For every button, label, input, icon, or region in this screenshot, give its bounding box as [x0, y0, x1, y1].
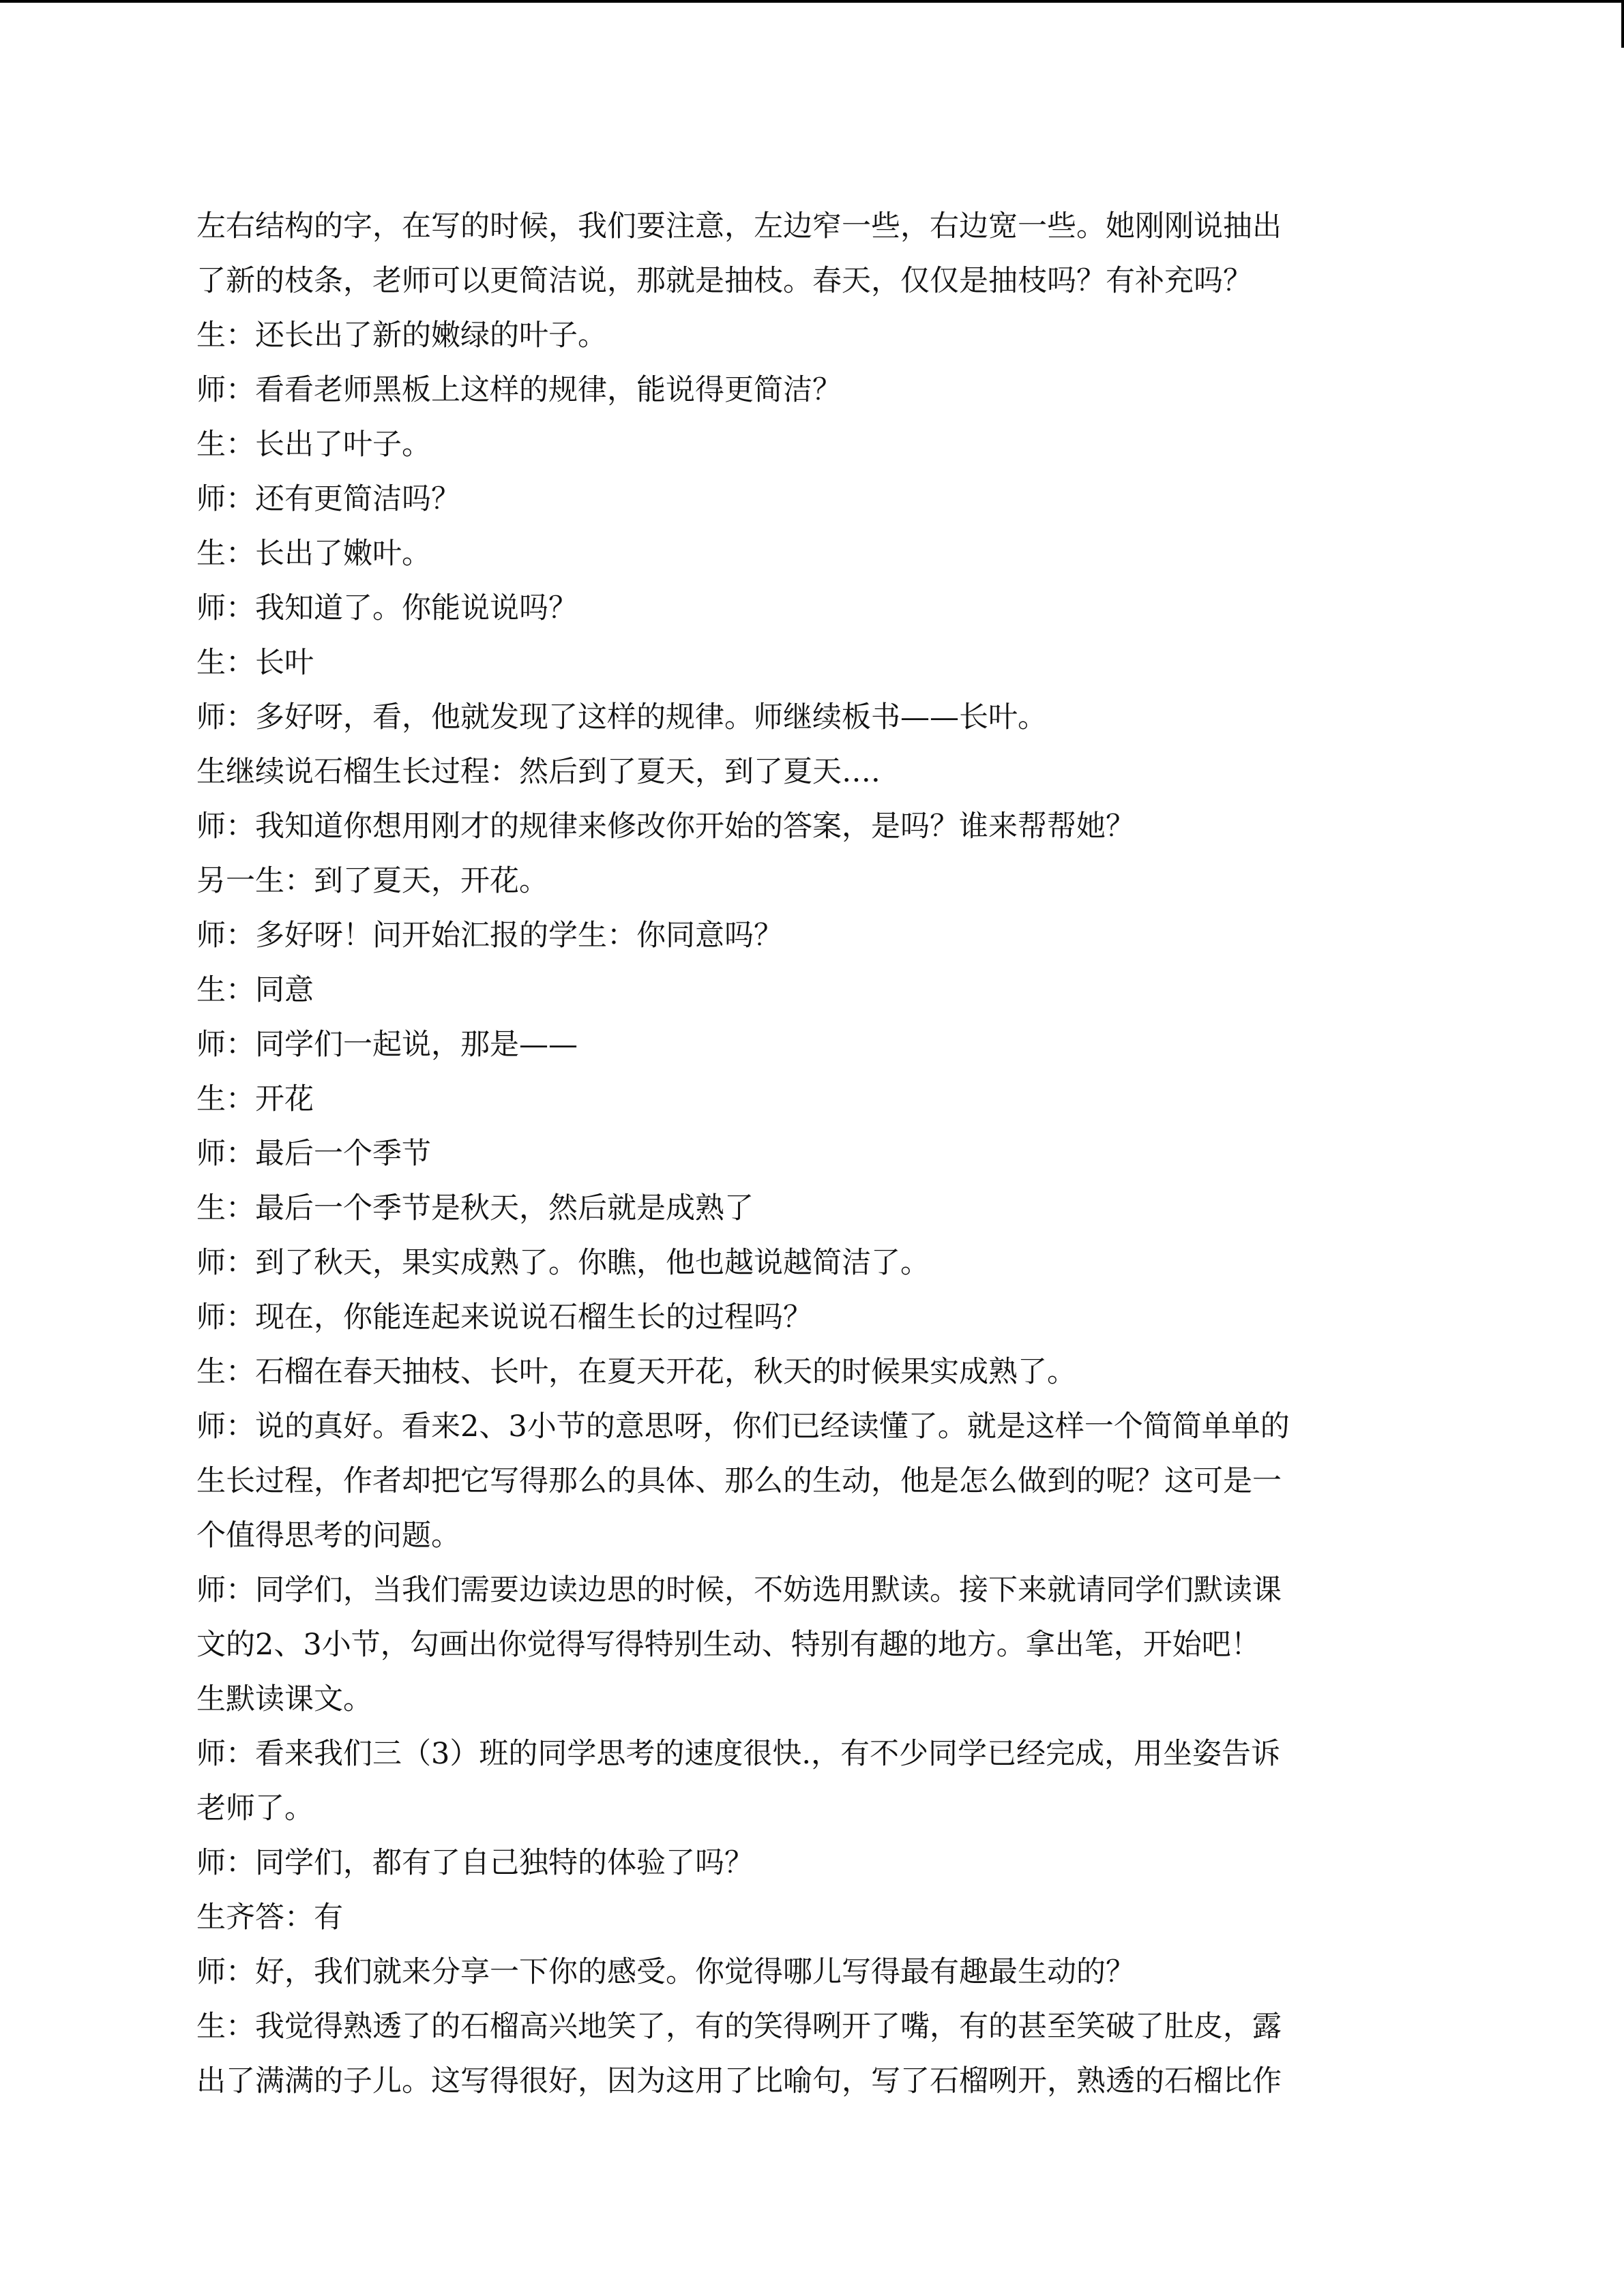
- text-line: 师：现在，你能连起来说说石榴生长的过程吗？: [196, 1300, 812, 1335]
- text-line: 个值得思考的问题。: [196, 1519, 460, 1553]
- text-line: 生：最后一个季节是秋天，然后就是成熟了: [196, 1191, 754, 1225]
- text-line: 师：我知道你想用刚才的规律来修改你开始的答案，是吗？谁来帮帮她？: [196, 809, 1135, 844]
- text-line: 师：到了秋天，果实成熟了。你瞧，他也越说越简洁了。: [196, 1246, 930, 1280]
- text-line: 了新的枝条，老师可以更简洁说，那就是抽枝。春天，仅仅是抽枝吗？有补充吗？: [196, 264, 1252, 298]
- corner-border-line: [1621, 0, 1624, 48]
- text-line: 生：长出了叶子。: [196, 428, 431, 462]
- text-line: 师：同学们，都有了自己独特的体验了吗？: [196, 1846, 754, 1880]
- top-border-line: [0, 0, 1624, 3]
- text-line: 师：说的真好。看来2、3小节的意思呀，你们已经读懂了。就是这样一个简简单单的: [196, 1410, 1290, 1444]
- text-line: 生：同意: [196, 973, 314, 1007]
- text-line: 生：长出了嫩叶。: [196, 537, 431, 571]
- text-line: 生长过程，作者却把它写得那么的具体、那么的生动，他是怎么做到的呢？这可是一: [196, 1464, 1282, 1498]
- text-line: 生：石榴在春天抽枝、长叶，在夏天开花，秋天的时候果实成熟了。: [196, 1355, 1076, 1389]
- text-line: 出了满满的子儿。这写得很好，因为这用了比喻句，写了石榴咧开，熟透的石榴比作: [196, 2064, 1282, 2098]
- text-line: 生继续说石榴生长过程：然后到了夏天，到了夏天….: [196, 755, 881, 789]
- text-line: 生：我觉得熟透了的石榴高兴地笑了，有的笑得咧开了嘴，有的甚至笑破了肚皮，露: [196, 2010, 1282, 2044]
- text-line: 左右结构的字，在写的时候，我们要注意，左边窄一些，右边宽一些。她刚刚说抽出: [196, 209, 1282, 243]
- text-line: 师：多好呀！问开始汇报的学生：你同意吗？: [196, 919, 783, 953]
- text-line: 生：还长出了新的嫩绿的叶子。: [196, 318, 607, 353]
- text-line: 师：我知道了。你能说说吗？: [196, 591, 578, 625]
- text-line: 另一生：到了夏天，开花。: [196, 864, 548, 898]
- text-line: 师：好，我们就来分享一下你的感受。你觉得哪儿写得最有趣最生动的？: [196, 1955, 1135, 1989]
- text-line: 师：最后一个季节: [196, 1137, 431, 1171]
- text-line: 生齐答：有: [196, 1900, 343, 1935]
- text-line: 生：长叶: [196, 646, 314, 680]
- text-line: 师：看来我们三（3）班的同学思考的速度很快.，有不少同学已经完成，用坐姿告诉: [196, 1737, 1281, 1771]
- text-line: 师：看看老师黑板上这样的规律，能说得更简洁？: [196, 373, 842, 407]
- text-line: 师：同学们一起说，那是——: [196, 1028, 578, 1062]
- text-line: 师：多好呀，看，他就发现了这样的规律。师继续板书——长叶。: [196, 700, 1047, 734]
- text-line: 师：同学们，当我们需要边读边思的时候，不妨选用默读。接下来就请同学们默读课: [196, 1573, 1282, 1607]
- text-line: 文的2、3小节，勾画出你觉得写得特别生动、特别有趣的地方。拿出笔，开始吧！: [196, 1628, 1260, 1662]
- text-line: 生：开花: [196, 1082, 314, 1116]
- text-line: 师：还有更简洁吗？: [196, 482, 460, 516]
- text-line: 生默读课文。: [196, 1682, 372, 1716]
- text-line: 老师了。: [196, 1791, 314, 1825]
- document-body: [196, 199, 1441, 2108]
